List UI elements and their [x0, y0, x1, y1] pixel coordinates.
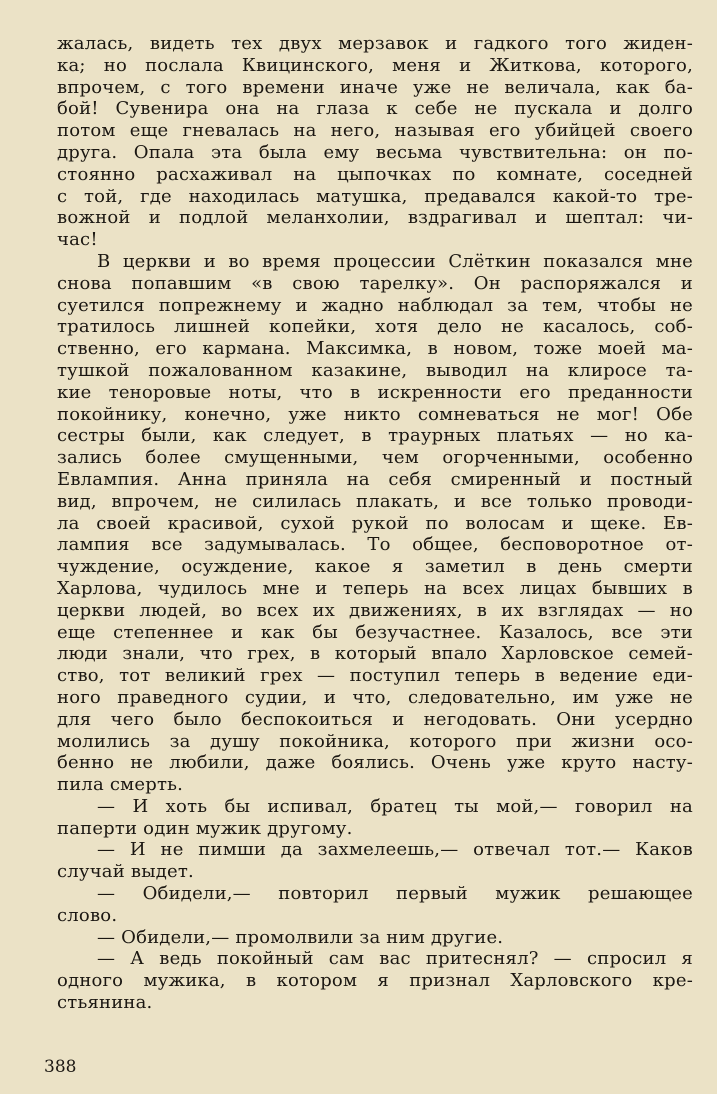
text-line: сестры были, как следует, в траурных платьях — но ка-: [57, 425, 693, 447]
text-line: потом еще гневалась на него, называя его убийцей своего: [57, 120, 693, 142]
text-line: — А ведь покойный сам вас притеснял? — спросил я: [97, 948, 693, 970]
text-line: с той, где находилась матушка, предавался какой-то тре-: [57, 185, 693, 207]
text-line: ство, тот великий грех — поступил теперь в ведение еди-: [57, 665, 693, 687]
text-line: жалась, видеть тех двух мерзавок и гадкого того жиден-: [57, 33, 693, 54]
text-line: кие теноровые ноты, что в искренности его преданности: [57, 381, 693, 403]
text-line: бой! Сувенира она на глаза к себе не пускала и долго: [57, 98, 693, 120]
text-line: Евлампия. Анна приняла на себя смиренный и постный: [57, 468, 693, 490]
text-line: стоянно расхаживал на цыпочках по комнате, соседней: [57, 163, 693, 185]
text-line: молились за душу покойника, которого при жизни осо-: [57, 730, 693, 752]
text-line: бенно не любили, даже боялись. Очень уже круто насту-: [57, 752, 693, 774]
text-line: тратилось лишней копейки, хотя дело не касалось, соб-: [57, 316, 693, 338]
text-line: для чего было беспокоиться и негодовать. Они усердно: [57, 708, 693, 730]
text-line: ка; но послала Квицинского, меня и Житкова, которого,: [57, 54, 693, 76]
text-line: церкви людей, во всех их движениях, в их взглядах — но: [57, 599, 693, 621]
text-line: — Обидели,— промолвили за ним другие.: [97, 926, 504, 948]
text-line: суетился попрежнему и жадно наблюдал за тем, чтобы не: [57, 294, 693, 316]
text-line: ла своей красивой, сухой рукой по волосам и щеке. Ев-: [57, 512, 693, 534]
page-number: 388: [44, 1057, 77, 1077]
text-line: — Обидели,— повторил первый мужик решающее: [97, 883, 693, 905]
text-line: — И хоть бы испивал, братец ты мой,— говорил на: [97, 795, 693, 817]
text-line: вожной и подлой меланхолии, вздрагивал и шептал: чи-: [57, 207, 693, 229]
text-line: ного праведного судии, и что, следовательно, им уже не: [57, 686, 693, 708]
text-line: чуждение, осуждение, какое я заметил в день смерти: [57, 556, 693, 578]
text-line: впрочем, с того времени иначе уже не величала, как ба-: [57, 76, 693, 98]
text-line: случай выдет.: [57, 861, 194, 883]
text-line: В церкви и во время процессии Слёткин показался мне: [97, 250, 693, 272]
text-line: паперти один мужик другому.: [57, 817, 353, 839]
text-line: — И не пимши да захмелеешь,— отвечал тот.— Каков: [97, 839, 693, 861]
text-line: вид, впрочем, не силилась плакать, и все только проводи-: [57, 490, 693, 512]
text-line: друга. Опала эта была ему весьма чувствительна: он по-: [57, 141, 693, 163]
text-line: ственно, его кармана. Максимка, в новом, тоже моей ма-: [57, 338, 693, 360]
text-line: тушкой пожалованном казакине, выводил на клиросе та-: [57, 359, 693, 381]
page-body-text: [57, 33, 693, 1014]
text-line: зались более смущенными, чем огорченными, особенно: [57, 447, 693, 469]
text-line: Харлова, чудилось мне и теперь на всех лицах бывших в: [57, 577, 693, 599]
text-line: час!: [57, 229, 98, 251]
text-line: покойнику, конечно, уже никто сомневаться не мог! Обе: [57, 403, 693, 425]
text-line: лампия все задумывалась. То общее, бесповоротное от-: [57, 534, 693, 556]
text-line: пила смерть.: [57, 774, 184, 796]
text-line: стьянина.: [57, 992, 153, 1014]
text-line: еще степеннее и как бы безучастнее. Казалось, все эти: [57, 621, 693, 643]
text-line: снова попавшим «в свою тарелку». Он распоряжался и: [57, 272, 693, 294]
text-line: люди знали, что грех, в который впало Харловское семей-: [57, 643, 693, 665]
text-line: слово.: [57, 904, 118, 926]
text-line: одного мужика, в котором я признал Харловского кре-: [57, 970, 693, 992]
